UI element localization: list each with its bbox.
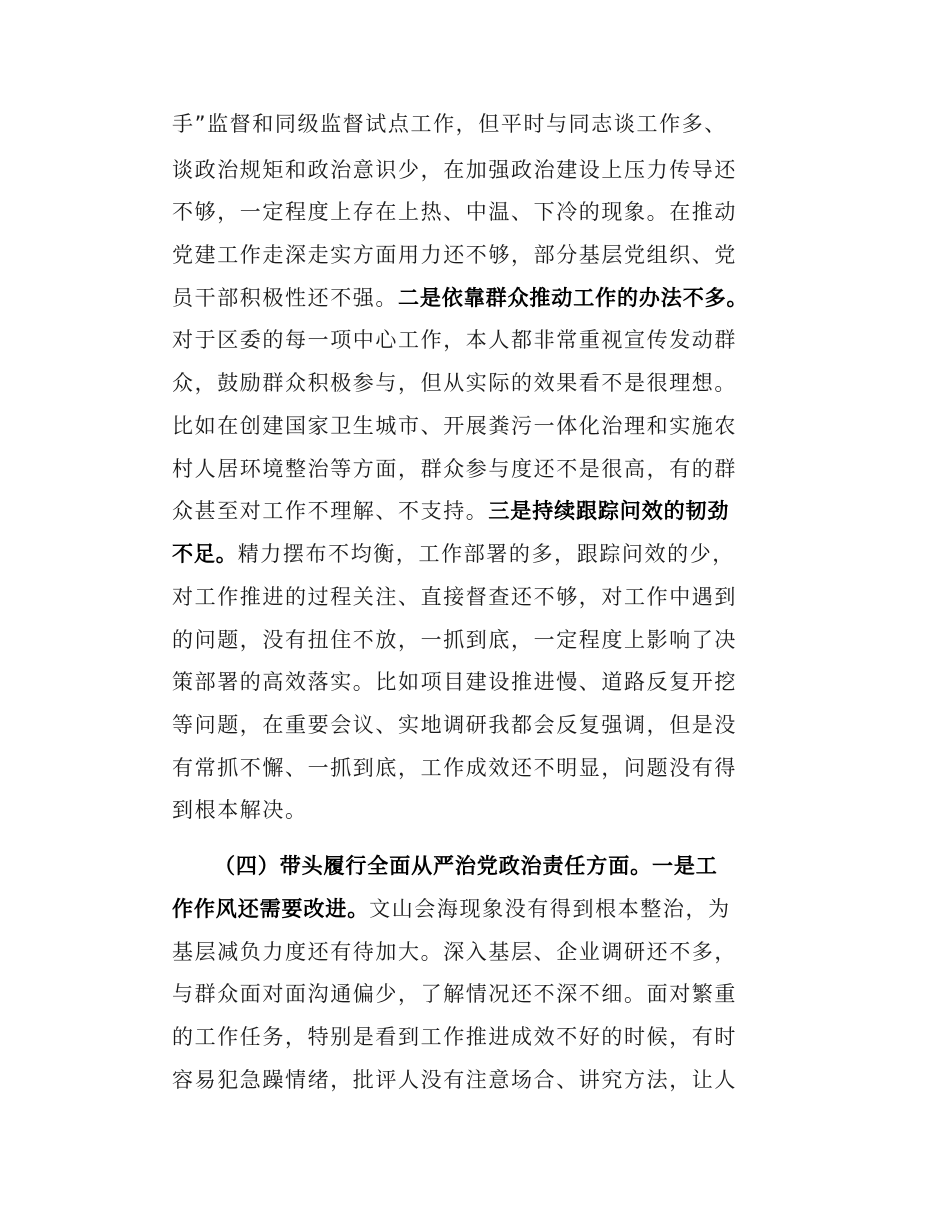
text-segment: 到根本解决。 [172,798,308,822]
text-segment: 众甚至对工作不理解、不支持。 [172,499,489,523]
text-line [172,277,812,319]
text-line [172,448,812,490]
text-line [172,619,812,661]
text-line [172,1016,812,1058]
text-segment: 比如在创建国家卫生城市、开展粪污一体化治理和实施农 [172,414,737,438]
text-segment: 员干部积极性还不强。 [172,286,398,310]
text-segment: 对于区委的每一项中心工作，本人都非常重视宣传发动群 [172,328,737,352]
text-line [172,789,812,831]
bold-heading: 不足。 [172,542,238,566]
text-segment: 与群众面对面沟通偏少，了解情况还不深不细。面对繁重 [172,982,737,1006]
text-line [172,973,812,1015]
text-line [172,149,812,191]
text-segment: 手”监督和同级监督试点工作，但平时与同志谈工作多、 [172,112,727,136]
text-line [172,490,812,532]
text-line [172,405,812,447]
section-heading-line [214,845,814,887]
text-line [172,661,812,703]
text-segment: 众，鼓励群众积极参与，但从实际的效果看不是很理想。 [172,371,737,395]
text-line [172,888,812,930]
text-line [172,533,812,575]
text-segment: 的工作任务，特别是看到工作推进成效不好的时候，有时 [172,1025,737,1049]
bold-heading: 作作风还需要改进。 [172,897,370,921]
text-segment: 对工作推进的过程关注、直接督查还不够，对工作中遇到 [172,585,737,609]
text-segment: 的问题，没有扭住不放，一抓到底，一定程度上影响了决 [172,628,737,652]
bold-heading: 二是依靠群众推动工作的办法不多。 [398,286,749,310]
text-line [172,362,812,404]
text-segment: 等问题，在重要会议、实地调研我都会反复强调，但是没 [172,713,737,737]
text-line [172,103,812,145]
text-segment: 容易犯急躁情绪，批评人没有注意场合、讲究方法，让人 [172,1068,737,1092]
text-segment: 有常抓不懈、一抓到底，工作成效还不明显，问题没有得 [172,756,737,780]
text-line [172,319,812,361]
text-segment: 文山会海现象没有得到根本整治，为 [369,897,731,921]
text-segment: 村人居环境整治等方面，群众参与度还不是很高，有的群 [172,457,737,481]
text-line [172,931,812,973]
text-line [172,576,812,618]
text-segment: 基层减负力度还有待加大。深入基层、企业调研还不多， [172,940,737,964]
bold-heading: 三是持续跟踪问效的韧劲 [488,499,730,523]
text-segment: 党建工作走深走实方面用力还不够，部分基层党组织、党 [172,243,737,267]
text-segment: 不够，一定程度上存在上热、中温、下冷的现象。在推动 [172,200,737,224]
text-line [172,704,812,746]
section-heading: （四）带头履行全面从严治党政治责任方面。一是工 [214,854,718,878]
text-segment: 精力摆布不均衡，工作部署的多，跟踪问效的少， [237,542,735,566]
text-line [172,747,812,789]
text-segment: 策部署的高效落实。比如项目建设推进慢、道路反复开挖 [172,670,737,694]
text-line [172,191,812,233]
text-line [172,1059,812,1101]
text-line [172,234,812,276]
text-segment: 谈政治规矩和政治意识少，在加强政治建设上压力传导还 [172,158,737,182]
